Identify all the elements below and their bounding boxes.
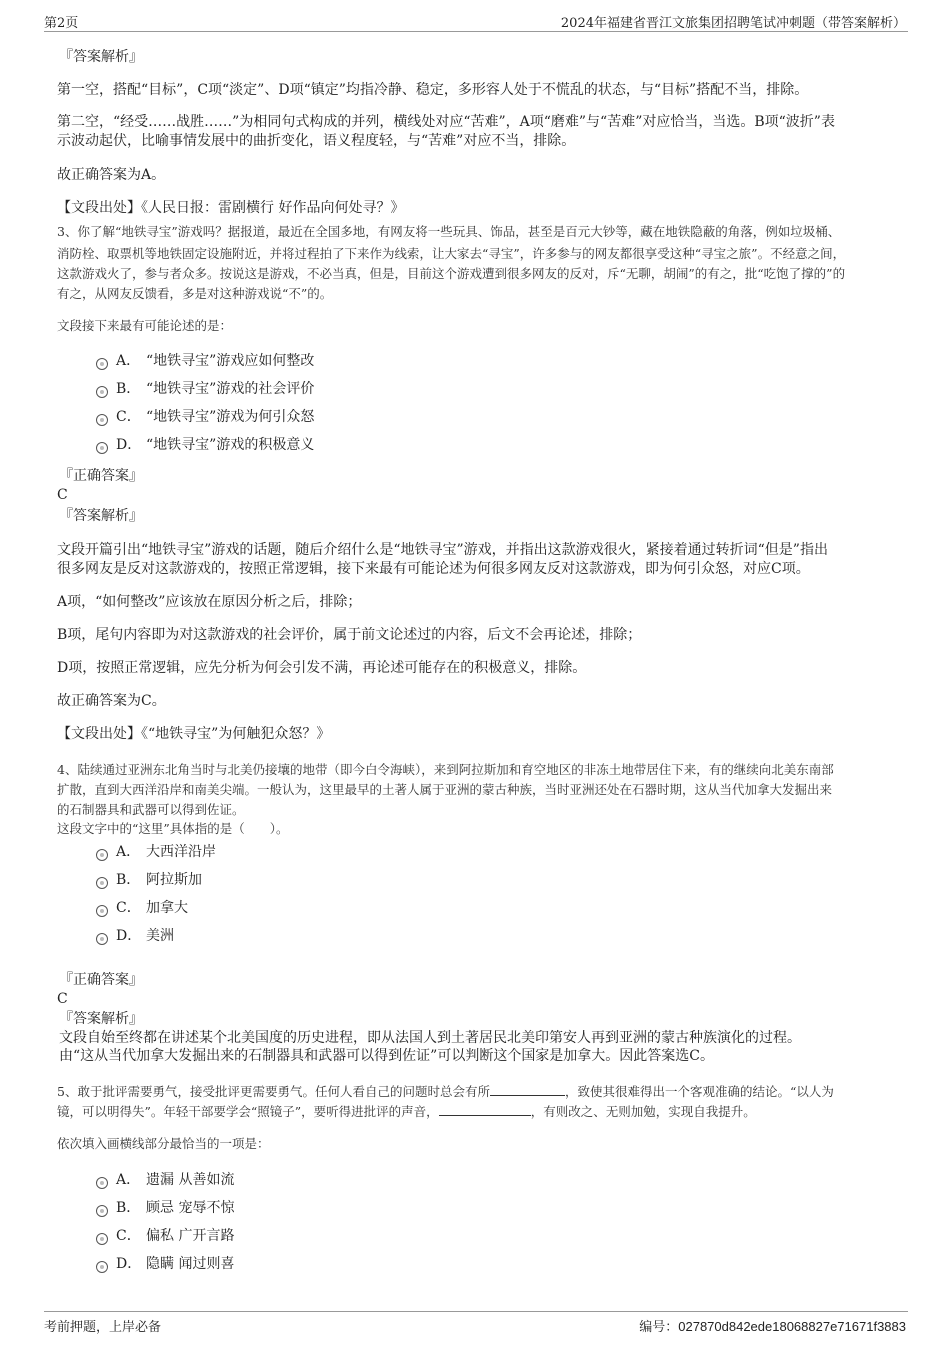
page-number: 第2页 [44, 16, 79, 31]
q5-stem-line2: 镜，可以明得失”。年轻干部要学会“照镜子”，要听得进批评的声音， ，有则改之、无则加勉，实现自我提升。 [57, 1101, 909, 1122]
fill-blank-1[interactable] [490, 1081, 565, 1096]
fill-blank-2[interactable] [439, 1101, 531, 1116]
q3-analysis-line2: 很多网友是反对这款游戏的，按照正常逻辑，接下来最有可能论述为何很多网友反对这款游戏，即为何引众怒，对应C项。 [57, 561, 810, 577]
q3-stem-line1: 3、你了解“地铁寻宝”游戏吗？据报道，最近在全国多地，有网友将一些玩具、饰品，甚至是百元大钞等，藏在地铁隐蔽的角落，例如垃圾桶、 [57, 224, 841, 239]
q4-answer: C [57, 991, 68, 1007]
radio-icon[interactable] [96, 442, 108, 454]
q3-answer-label: 『正确答案』 [59, 468, 143, 484]
q4-analysis-label: 『答案解析』 [59, 1011, 143, 1027]
q5-option-b[interactable]: B． 顾忌 宠辱不惊 [96, 1198, 234, 1218]
q5-option-d[interactable]: D． 隐瞒 闻过则喜 [96, 1254, 234, 1274]
footer-code: 编号：027870d842ede18068827e71671f3883 [639, 1319, 906, 1335]
q4-analysis-line1: 文段自始至终都在讲述某个北美国度的历史进程，即从法国人到土著居民北美印第安人再到亚洲的蒙古种族演化的过程。 [59, 1030, 801, 1046]
radio-icon[interactable] [96, 414, 108, 426]
q3-stem-line3: 这款游戏火了，参与者众多。按说这是游戏，不必当真，但是，目前这个游戏遭到很多网友的反对，斥“无聊，胡闹”的有之，批“吃饱了撑的”的 [57, 266, 846, 281]
q3-stem-line4: 有之，从网友反馈看，多是对这种游戏说“不”的。 [57, 286, 333, 301]
radio-icon[interactable] [96, 386, 108, 398]
q5-prompt: 依次填入画横线部分最恰当的一项是： [57, 1136, 270, 1151]
q4-option-c[interactable]: C． 加拿大 [96, 898, 188, 918]
q3-source: 【文段出处】《“地铁寻宝”为何触犯众怒？》 [57, 726, 331, 742]
q5-stem-line1: 5、敢于批评需要勇气，接受批评更需要勇气。任何人看自己的问题时总会有所 ，致使其很难得出一个客观准确的结论。“以人为 [57, 1081, 909, 1102]
q3-option-c[interactable]: C． “地铁寻宝”游戏为何引众怒 [96, 407, 314, 427]
q2-source: 【文段出处】《人民日报：雷剧横行 好作品向何处寻？》 [57, 200, 405, 216]
q3-answer: C [57, 487, 68, 503]
q2-analysis-p2-line1: 第二空，“经受……战胜……”为相同句式构成的并列，横线处对应“苦难”，A项“磨难”与“苦难”对应恰当，当选。B项“波折”表 [57, 114, 835, 130]
radio-icon[interactable] [96, 1233, 108, 1245]
q5-option-c[interactable]: C． 偏私 广开言路 [96, 1226, 234, 1246]
q3-analysis-b: B项，尾句内容即为对这款游戏的社会评价，属于前文论述过的内容，后文不会再论述，排除； [57, 627, 642, 643]
q4-stem-line1: 4、陆续通过亚洲东北角当时与北美仍接壤的地带（即今白令海峡），来到阿拉斯加和育空地区的非冻土地带居住下来，有的继续向北美东南部 [57, 762, 834, 777]
q4-option-b[interactable]: B． 阿拉斯加 [96, 870, 202, 890]
q3-analysis-a: A项，“如何整改”应该放在原因分析之后，排除； [57, 594, 362, 610]
q3-stem-line2: 消防栓、取票机等地铁固定设施附近，并将过程拍了下来作为线索，让大家去“寻宝”，许多参与的网友都很享受这种“寻宝之旅”。不经意之间， [57, 246, 846, 261]
q2-analysis-label: 『答案解析』 [59, 49, 143, 65]
q3-conclusion: 故正确答案为C。 [57, 693, 166, 709]
q5-option-a[interactable]: A． 遗漏 从善如流 [96, 1170, 234, 1190]
header-divider [44, 31, 908, 32]
q4-stem-line2: 扩散，直到大西洋沿岸和南美尖端。一般认为，这里最早的土著人属于亚洲的蒙古种族，当时亚洲还处在石器时期，这从当代加拿大发掘出来 [57, 782, 833, 797]
radio-icon[interactable] [96, 933, 108, 945]
q2-analysis-p1: 第一空，搭配“目标”，C项“淡定”、D项“镇定”均指冷静、稳定，多形容人处于不慌乱的状态，与“目标”搭配不当，排除。 [57, 82, 809, 98]
radio-icon[interactable] [96, 877, 108, 889]
radio-icon[interactable] [96, 1177, 108, 1189]
q3-analysis-d: D项，按照正常逻辑，应先分析为何会引发不满，再论述可能存在的积极意义，排除。 [57, 660, 587, 676]
q3-analysis-label: 『答案解析』 [59, 508, 143, 524]
radio-icon[interactable] [96, 358, 108, 370]
footer-divider [44, 1311, 908, 1312]
q3-option-a[interactable]: A． “地铁寻宝”游戏应如何整改 [96, 351, 314, 371]
footer-slogan: 考前押题，上岸必备 [44, 1320, 162, 1335]
q2-analysis-p2-line2: 示波动起伏，比喻事情发展中的曲折变化，语义程度轻，与“苦难”对应不当，排除。 [57, 133, 576, 149]
q2-conclusion: 故正确答案为A。 [57, 167, 166, 183]
q4-answer-label: 『正确答案』 [59, 972, 143, 988]
document-title: 2024年福建省晋江文旅集团招聘笔试冲刺题（带答案解析） [560, 16, 906, 31]
radio-icon[interactable] [96, 1261, 108, 1273]
radio-icon[interactable] [96, 905, 108, 917]
q4-option-d[interactable]: D． 美洲 [96, 926, 174, 946]
q3-analysis-line1: 文段开篇引出“地铁寻宝”游戏的话题，随后介绍什么是“地铁寻宝”游戏，并指出这款游戏很火，紧接着通过转折词“但是”指出 [57, 542, 828, 558]
q4-option-a[interactable]: A． 大西洋沿岸 [96, 842, 216, 862]
q3-option-d[interactable]: D． “地铁寻宝”游戏的积极意义 [96, 435, 314, 455]
radio-icon[interactable] [96, 1205, 108, 1217]
radio-icon[interactable] [96, 849, 108, 861]
q4-stem-line3: 的石制器具和武器可以得到佐证。 [57, 802, 245, 817]
q3-prompt: 文段接下来最有可能论述的是： [57, 318, 233, 333]
q4-analysis-line2: 由“这从当代加拿大发掘出来的石制器具和武器可以得到佐证”可以判断这个国家是加拿大。因此答案选C。 [59, 1048, 715, 1064]
q3-option-b[interactable]: B． “地铁寻宝”游戏的社会评价 [96, 379, 314, 399]
q4-stem-line4: 这段文字中的“这里”具体指的是（ ）。 [57, 821, 289, 836]
